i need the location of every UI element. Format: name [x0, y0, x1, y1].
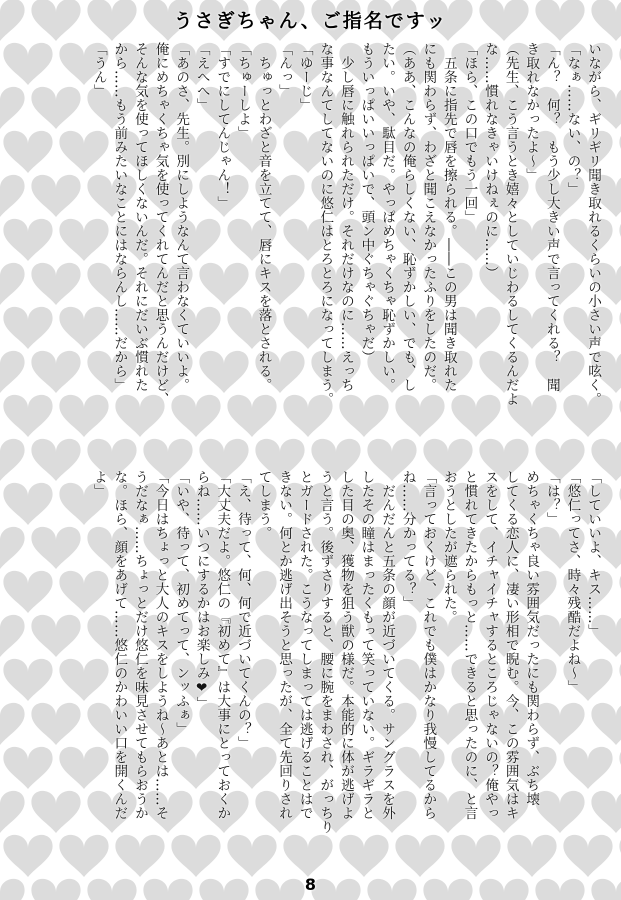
heart-shape: [31, 87, 80, 129]
text-column: とガードされた。こうなってしまっては逃げることはで: [296, 470, 313, 820]
text-block-top: [88, 42, 603, 462]
heart-shape: [0, 263, 25, 305]
text-column: から……もう前みたいなことにはならんし……だから」: [111, 42, 128, 392]
heart-shape: [3, 483, 52, 525]
text-column: めちゃくちゃ良い雰囲気だったにも関わらず、ぶち壊: [523, 470, 540, 806]
text-column: にも関わらず、わざと聞こえなかったふりをしたのだ。: [420, 42, 437, 392]
heart-shape: [0, 703, 25, 745]
heart-shape: [3, 747, 52, 789]
text-column: したその瞳はまったくもって笑っていない。ギラギラと: [358, 470, 375, 820]
text-column: だんだんと五条の顔が近づいてくる。サングラスを外: [379, 470, 396, 820]
text-column: うと言う。後ずさりすると、腰に腕をまわされ、がっちり: [317, 470, 334, 834]
heart-shape: [3, 307, 52, 349]
text-column: 「あのさ、先生。別にしようなんて言わなくていいよ。: [173, 42, 190, 392]
text-column: たい。いや、駄目だ。やっぱめちゃくちゃ恥ずかしい。: [379, 42, 396, 392]
text-column: き取れなかったよ〜」: [523, 42, 540, 182]
page-number: 8: [304, 875, 317, 894]
heart-shape: [31, 351, 80, 393]
text-column: 「うん」: [90, 42, 107, 98]
text-column: 「言っておくけど、これでも僕はかなり我慢してるから: [420, 470, 437, 820]
text-column: してくる恋人に、凄い形相で睨む。今、この雰囲気はキ: [502, 470, 519, 820]
text-column: 五条に指先で唇を擦られる。――この男は聞き取れた: [440, 42, 457, 392]
text-column: 「ゆーじ」: [296, 42, 313, 112]
heart-shape: [3, 131, 52, 173]
text-column: 「ちゅーしよ」: [234, 42, 251, 140]
text-column: きない。何とか逃げ出そうと思ったが、全て先回りされ: [276, 470, 293, 820]
heart-shape: [3, 571, 52, 613]
heart-shape: [3, 395, 52, 437]
text-column: （先生、こう言うとき嬉々としていじわるしてくるんだよ: [502, 42, 519, 406]
heart-shape: [3, 43, 52, 85]
text-column: ね……分かってる？」: [399, 470, 416, 610]
text-column: てしまう。: [255, 470, 272, 540]
text-column: いながら、ギリギリ聞き取れるくらいの小さい声で呟く。: [585, 42, 601, 406]
text-column: もういっぱいいっぱいで、頭ン中ぐちゃぐちゃだ）: [358, 42, 375, 364]
text-column: 「えへへ」: [193, 42, 210, 112]
text-column: 「していいよ、キス……」: [585, 470, 601, 638]
text-column: 「ほら、この口でもう一回」: [461, 42, 478, 224]
heart-shape: [0, 527, 25, 569]
text-column: な事なんてしてないのに悠仁はとろとろになってしまう。: [317, 42, 334, 406]
text-column: と慣れてきたからもっと……できると思ったのに、と言: [461, 470, 478, 820]
heart-shape: [0, 615, 25, 657]
text-column: そんな気を使ってほしくないんだ。それにだいぶ慣れた: [131, 42, 148, 392]
heart-shape: [0, 791, 25, 833]
text-column: （ああ、こんなの俺らしくない、恥ずかしい、でも、し: [399, 42, 416, 392]
text-column: 「ん？ 何？ もう少し大きい声で言ってくれる？ 聞: [543, 42, 560, 392]
text-column: 「え、待って、何、何で近づいてくんの？」: [234, 470, 251, 750]
heart-shape: [0, 175, 25, 217]
text-column: 「は？」: [543, 470, 560, 526]
text-column: おうとしたが遮られた。: [440, 470, 457, 624]
heart-shape: [31, 703, 80, 745]
text-column: 「いや、待って、初めてって、ンッふぁ」: [173, 470, 190, 736]
heart-shape: [31, 439, 80, 481]
text-column: 「んっ」: [276, 42, 293, 98]
heart-shape: [31, 263, 80, 305]
heart-shape: [31, 615, 80, 657]
heart-shape: [31, 175, 80, 217]
text-column: 「なぁ……ない、の？」: [564, 42, 581, 196]
text-column: 「悠仁ってさ、時々残酷だよね〜」: [564, 470, 581, 694]
text-column: な……慣れなきゃいけねぇのに……）: [482, 42, 499, 280]
text-column: ちゅっとわざと音を立てて、唇にキスを落とされる。: [255, 42, 272, 392]
heart-shape: [3, 659, 52, 701]
heart-shape: [3, 835, 52, 877]
heart-shape: [0, 351, 25, 393]
text-column: スをして、イチャイチャするところじゃないの？俺やっ: [482, 470, 499, 820]
heart-shape: [3, 219, 52, 261]
heart-shape: [31, 527, 80, 569]
heart-shape: [0, 87, 25, 129]
text-column: した目の奥、獲物を狙う獣の様だ。本能的に体が逃げよ: [337, 470, 354, 820]
running-header: うさぎちゃん、ご指名ですッ: [173, 10, 448, 32]
text-column: 俺にめちゃくちゃ気を使ってくれてんだと思うんだけど、: [152, 42, 169, 406]
text-column: 「今日はちょっと大人のキスをしようね〜あとは……そ: [152, 470, 169, 820]
text-column: うだなぁ……ちょっとだけ悠仁を味見させてもらおうか: [131, 470, 148, 820]
heart-shape: [0, 439, 25, 481]
heart-shape: [31, 791, 80, 833]
text-column: よ」: [90, 470, 107, 498]
text-column: 「すでにしてんじゃん！」: [214, 42, 231, 210]
text-column: 「大丈夫だよ。悠仁の『初めて』は大事にとっておくか: [214, 470, 231, 820]
text-column: 少し唇に触れられただけ。それだけなのに……えっち: [337, 42, 354, 392]
text-block-bottom: [88, 470, 603, 864]
text-column: な。ほら、顔をあげて……悠仁のかわいい口を開くんだ: [111, 470, 128, 820]
text-column: らね……いつにするかはお楽しみ❤」: [193, 470, 210, 711]
